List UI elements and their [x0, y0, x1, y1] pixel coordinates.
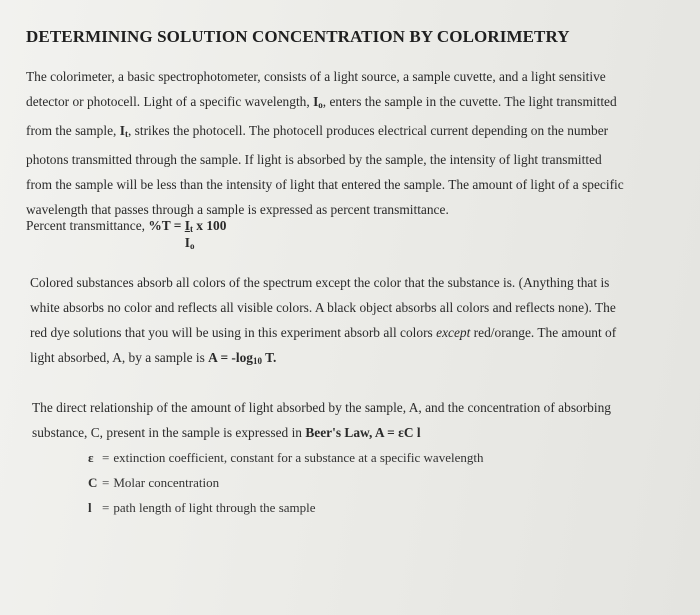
text-line: photons transmitted through the sample. If light is absorbed by the sample, the intensity of light transmitted [26, 152, 602, 167]
emphasis-except: except [436, 325, 471, 340]
formula-lhs: %T = [148, 218, 185, 233]
text-line: The direct relationship of the amount of light absorbed by the sample, A, and the concentration of absorbing [32, 400, 611, 415]
definition-list [88, 445, 483, 520]
paragraph-absorbance [30, 270, 680, 374]
text-line: detector or photocell. Light of a specific wavelength, $I_o$, enters the sample in the cuvette. The light transmitted [26, 94, 617, 110]
formula-denominator: $I_o$ [184, 235, 195, 251]
paragraph-colorimeter [26, 64, 676, 222]
definition-symbol: C [88, 475, 98, 490]
symbol-i-t: $I_t$ [119, 123, 128, 139]
definition-symbol: l [88, 500, 92, 515]
absorbance-formula: $A = -\log_{10}$ T. [208, 350, 277, 366]
definition-item: ε = extinction coefficient, constant for a substance at a specific wavelength [88, 445, 483, 470]
formula-fraction [184, 217, 195, 251]
text-line: substance, C, present in the sample is expressed in Beer's Law, A = εC l [32, 425, 421, 440]
text-line: from the sample, $I_t$, strikes the photocell. The photocell produces electrical current depending on the number [26, 123, 609, 139]
definition-text: Molar concentration [113, 475, 220, 490]
definition-item: C = Molar concentration [88, 470, 483, 495]
text-line: The colorimeter, a basic spectrophotometer, consists of a light source, a sample cuvette, and a light sensitive [26, 69, 606, 84]
symbol-i-naught: $I_o$ [313, 94, 323, 110]
paragraph-beers-law [32, 395, 682, 445]
beers-law-formula: Beer's Law, A = εC l [305, 425, 421, 440]
text-line: white absorbs no color and reflects all visible colors. A black object absorbs all colors and reflects none). The [30, 300, 616, 315]
text-line: red dye solutions that you will be using in this experiment absorb all colors except red/orange. The amount of [30, 325, 617, 340]
text-line: light absorbed, A, by a sample is $A = -\log_{10}$ T. [30, 350, 277, 366]
definition-text: extinction coefficient, constant for a substance at a specific wavelength [113, 450, 484, 465]
percent-transmittance-formula [26, 217, 227, 251]
formula-times: x 100 [192, 218, 227, 233]
text-line: from the sample will be less than the intensity of light that entered the sample. The amount of light of a specific [26, 177, 624, 192]
formula-numerator: $I_t$ [184, 218, 193, 234]
definition-symbol: ε [88, 450, 94, 465]
page-title: DETERMINING SOLUTION CONCENTRATION BY COLORIMETRY [26, 27, 570, 46]
definition-item: l = path length of light through the sample [88, 495, 483, 520]
formula-label: Percent transmittance, [26, 218, 149, 233]
definition-text: path length of light through the sample [113, 500, 316, 515]
text-line: Colored substances absorb all colors of the spectrum except the color that the substance is. (Anything that is [30, 275, 610, 290]
text-line: wavelength that passes through a sample is expressed as percent transmittance. [26, 202, 449, 217]
